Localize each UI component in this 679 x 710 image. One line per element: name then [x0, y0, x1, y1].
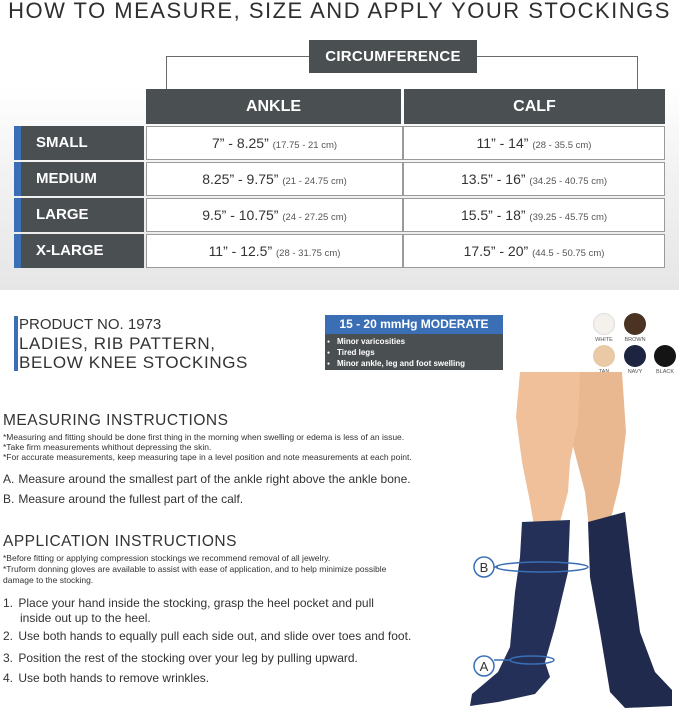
- indication-item: ● Minor varicosities: [337, 337, 405, 346]
- ankle-cm: (28 - 31.75 cm): [276, 248, 341, 259]
- compression-level-badge: 15 - 20 mmHg MODERATE: [325, 315, 503, 334]
- application-note: *Before fitting or applying compression stockings we recommend removal of all jewelry.: [3, 553, 331, 563]
- page-title: HOW TO MEASURE, SIZE AND APPLY YOUR STOCKINGS: [8, 0, 671, 23]
- calf-cm: (39.25 - 45.75 cm): [529, 212, 608, 223]
- application-step-4: [3, 671, 209, 685]
- accent-bar: [14, 126, 21, 160]
- calf-inches: 15.5” - 18”: [460, 207, 526, 223]
- calf-column-header: CALF: [404, 89, 665, 124]
- application-note: *Truform donning gloves are available to assist with ease of application, and to help minimize possible: [3, 564, 387, 574]
- ankle-cell-medium: [146, 162, 403, 196]
- accent-bar: [14, 234, 21, 268]
- size-name: LARGE: [36, 206, 89, 223]
- accent-bar: [14, 198, 21, 232]
- product-name-line: LADIES, RIB PATTERN,: [19, 334, 216, 353]
- step-number: 1.: [3, 596, 14, 610]
- step-number: 3.: [3, 651, 14, 665]
- application-note: damage to the stocking.: [3, 575, 94, 585]
- size-label-medium: [14, 162, 144, 196]
- brown-color-swatch: [624, 313, 646, 335]
- measuring-step-b: [3, 492, 243, 506]
- circumference-header: CIRCUMFERENCE: [309, 40, 477, 73]
- ankle-inches: 11” - 12.5”: [208, 243, 273, 259]
- size-label-x-large: [14, 234, 144, 268]
- step-number: 2.: [3, 629, 14, 643]
- calf-cm: (34.25 - 40.75 cm): [529, 176, 608, 187]
- product-accent-bar: [14, 316, 18, 371]
- application-step-2: [3, 629, 411, 643]
- calf-inches: 17.5” - 20”: [463, 243, 529, 259]
- size-name: X-LARGE: [36, 242, 104, 259]
- size-label-small: [14, 126, 144, 160]
- ankle-inches: 8.25” - 9.75”: [202, 171, 279, 187]
- step-number: B.: [3, 492, 15, 506]
- measuring-step-a: [3, 472, 411, 486]
- white-color-swatch: [593, 313, 615, 335]
- step-text: Use both hands to equally pull each side out, and slide over toes and foot.: [18, 629, 412, 643]
- ankle-cell-small: [146, 126, 403, 160]
- calf-cell-x-large: [403, 234, 665, 268]
- ankle-cell-x-large: [146, 234, 403, 268]
- step-text: Measure around the smallest part of the ankle right above the ankle bone.: [18, 472, 411, 486]
- size-label-large: [14, 198, 144, 232]
- calf-cell-large: [403, 198, 665, 232]
- calf-inches: 11” - 14”: [476, 135, 529, 151]
- calf-cm: (28 - 35.5 cm): [532, 140, 592, 151]
- application-instructions-title: APPLICATION INSTRUCTIONS: [3, 533, 237, 550]
- white-color-label: WHITE: [595, 337, 613, 343]
- calf-inches: 13.5” - 16”: [460, 171, 526, 187]
- calf-cell-medium: [403, 162, 665, 196]
- black-color-swatch: [654, 345, 676, 367]
- indication-item: ● Minor ankle, leg and foot swelling: [337, 359, 465, 368]
- measuring-note: *Take firm measurements whithout depressing the skin.: [3, 442, 212, 452]
- step-number: A.: [3, 472, 15, 486]
- black-color-label: BLACK: [655, 369, 675, 375]
- ankle-inches: 7” - 8.25”: [211, 135, 269, 151]
- application-step-1-continued: inside out up to the heel.: [20, 611, 151, 625]
- step-text: Place your hand inside the stocking, grasp the heel pocket and pull: [18, 596, 374, 610]
- tan-color-swatch: [593, 345, 615, 367]
- step-text: Measure around the fullest part of the calf.: [18, 492, 244, 506]
- brown-color-label: BROWN: [624, 337, 646, 343]
- ankle-cm: (21 - 24.75 cm): [282, 176, 347, 187]
- application-step-1: [3, 596, 374, 610]
- calf-cell-small: [403, 126, 665, 160]
- back-stocking: [588, 512, 672, 708]
- marker-a-label: A: [479, 659, 489, 674]
- step-number: 4.: [3, 671, 14, 685]
- step-text: Position the rest of the stocking over your leg by pulling upward.: [18, 651, 358, 665]
- leg-stocking-illustration: [450, 372, 679, 710]
- marker-b-label: B: [479, 560, 489, 575]
- size-name: MEDIUM: [36, 170, 97, 187]
- ankle-cm: (17.75 - 21 cm): [272, 140, 338, 151]
- front-stocking: [470, 520, 570, 706]
- product-name: [19, 334, 248, 372]
- ankle-column-header: ANKLE: [146, 89, 401, 124]
- ankle-cell-large: [146, 198, 403, 232]
- ankle-cm: (24 - 27.25 cm): [282, 212, 347, 223]
- application-step-3: [3, 651, 358, 665]
- product-name-line: BELOW KNEE STOCKINGS: [19, 353, 248, 372]
- front-leg-skin: [516, 372, 580, 532]
- measuring-note: *For accurate measurements, keep measuring tape in a level position and note measurements at each point.: [3, 452, 412, 462]
- accent-bar: [14, 162, 21, 196]
- indication-item: ● Tired legs: [337, 348, 375, 357]
- navy-color-label: NAVY: [627, 369, 643, 375]
- calf-cm: (44.5 - 50.75 cm): [532, 248, 605, 259]
- step-text: Use both hands to remove wrinkles.: [18, 671, 210, 685]
- indications-box: [325, 334, 503, 370]
- measuring-instructions-title: MEASURING INSTRUCTIONS: [3, 412, 229, 429]
- product-number: PRODUCT NO. 1973: [19, 316, 162, 333]
- navy-color-swatch: [624, 345, 646, 367]
- measuring-note: *Measuring and fitting should be done first thing in the morning when swelling or edema is less of an issue.: [3, 432, 405, 442]
- ankle-inches: 9.5” - 10.75”: [202, 207, 279, 223]
- size-name: SMALL: [36, 134, 88, 151]
